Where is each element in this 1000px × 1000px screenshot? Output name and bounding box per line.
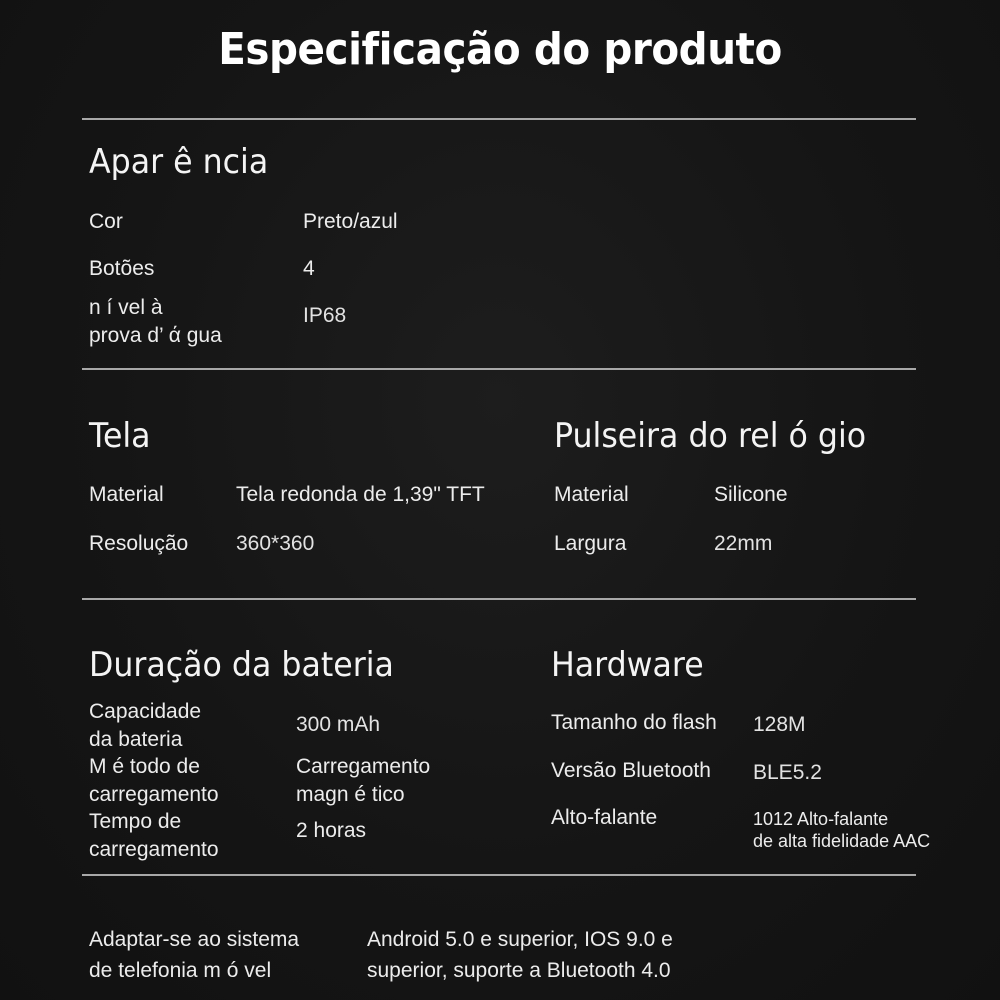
section-heading-aparencia: Apar ê ncia — [89, 142, 269, 182]
spec-value-tempo: 2 horas — [296, 819, 367, 842]
spec-label-bluetooth: Versão Bluetooth — [551, 759, 711, 782]
spec-value-botoes: 4 — [303, 257, 315, 280]
section-divider — [82, 118, 916, 120]
section-heading-hardware: Hardware — [551, 645, 704, 685]
spec-label-botoes: Botões — [89, 257, 155, 280]
spec-label-tempo: Tempo de carregamento — [89, 810, 219, 861]
spec-label-metodo: M é todo de carregamento — [89, 755, 219, 806]
spec-value-bluetooth: BLE5.2 — [753, 761, 822, 784]
spec-value-prova-agua: IP68 — [303, 304, 347, 327]
section-divider — [82, 874, 916, 876]
spec-value-largura: 22mm — [714, 532, 773, 555]
spec-value-pulseira-material: Silicone — [714, 483, 788, 506]
section-heading-pulseira: Pulseira do rel ó gio — [554, 416, 867, 456]
spec-label-largura: Largura — [554, 532, 627, 555]
spec-label-flash: Tamanho do flash — [551, 711, 717, 734]
spec-label-cor: Cor — [89, 210, 123, 233]
section-divider — [82, 598, 916, 600]
section-heading-tela: Tela — [89, 416, 151, 456]
spec-value-compatibilidade: Android 5.0 e superior, IOS 9.0 e superior, suporte a Bluetooth 4.0 — [367, 928, 673, 982]
spec-value-tela-material: Tela redonda de 1,39" TFT — [236, 483, 485, 506]
spec-label-pulseira-material: Material — [554, 483, 629, 506]
spec-label-alto-falante: Alto-falante — [551, 806, 658, 829]
page-title: Especificação do produto — [218, 24, 782, 75]
spec-value-metodo: Carregamento magn é tico — [296, 755, 431, 806]
spec-label-capacidade: Capacidade da bateria — [89, 700, 202, 751]
spec-label-resolucao: Resolução — [89, 532, 189, 555]
spec-label-compatibilidade: Adaptar-se ao sistema de telefonia m ó vel — [89, 928, 300, 982]
section-heading-bateria: Duração da bateria — [89, 645, 394, 685]
spec-value-alto-falante: 1012 Alto-falante de alta fidelidade AAC — [753, 809, 931, 851]
spec-value-flash: 128M — [753, 713, 806, 736]
section-divider — [82, 368, 916, 370]
spec-label-prova-agua: n í vel à prova d’ ά gua — [89, 296, 222, 347]
spec-value-cor: Preto/azul — [303, 210, 398, 233]
spec-value-capacidade: 300 mAh — [296, 713, 381, 736]
spec-label-tela-material: Material — [89, 483, 164, 506]
spec-value-resolucao: 360*360 — [236, 532, 315, 555]
